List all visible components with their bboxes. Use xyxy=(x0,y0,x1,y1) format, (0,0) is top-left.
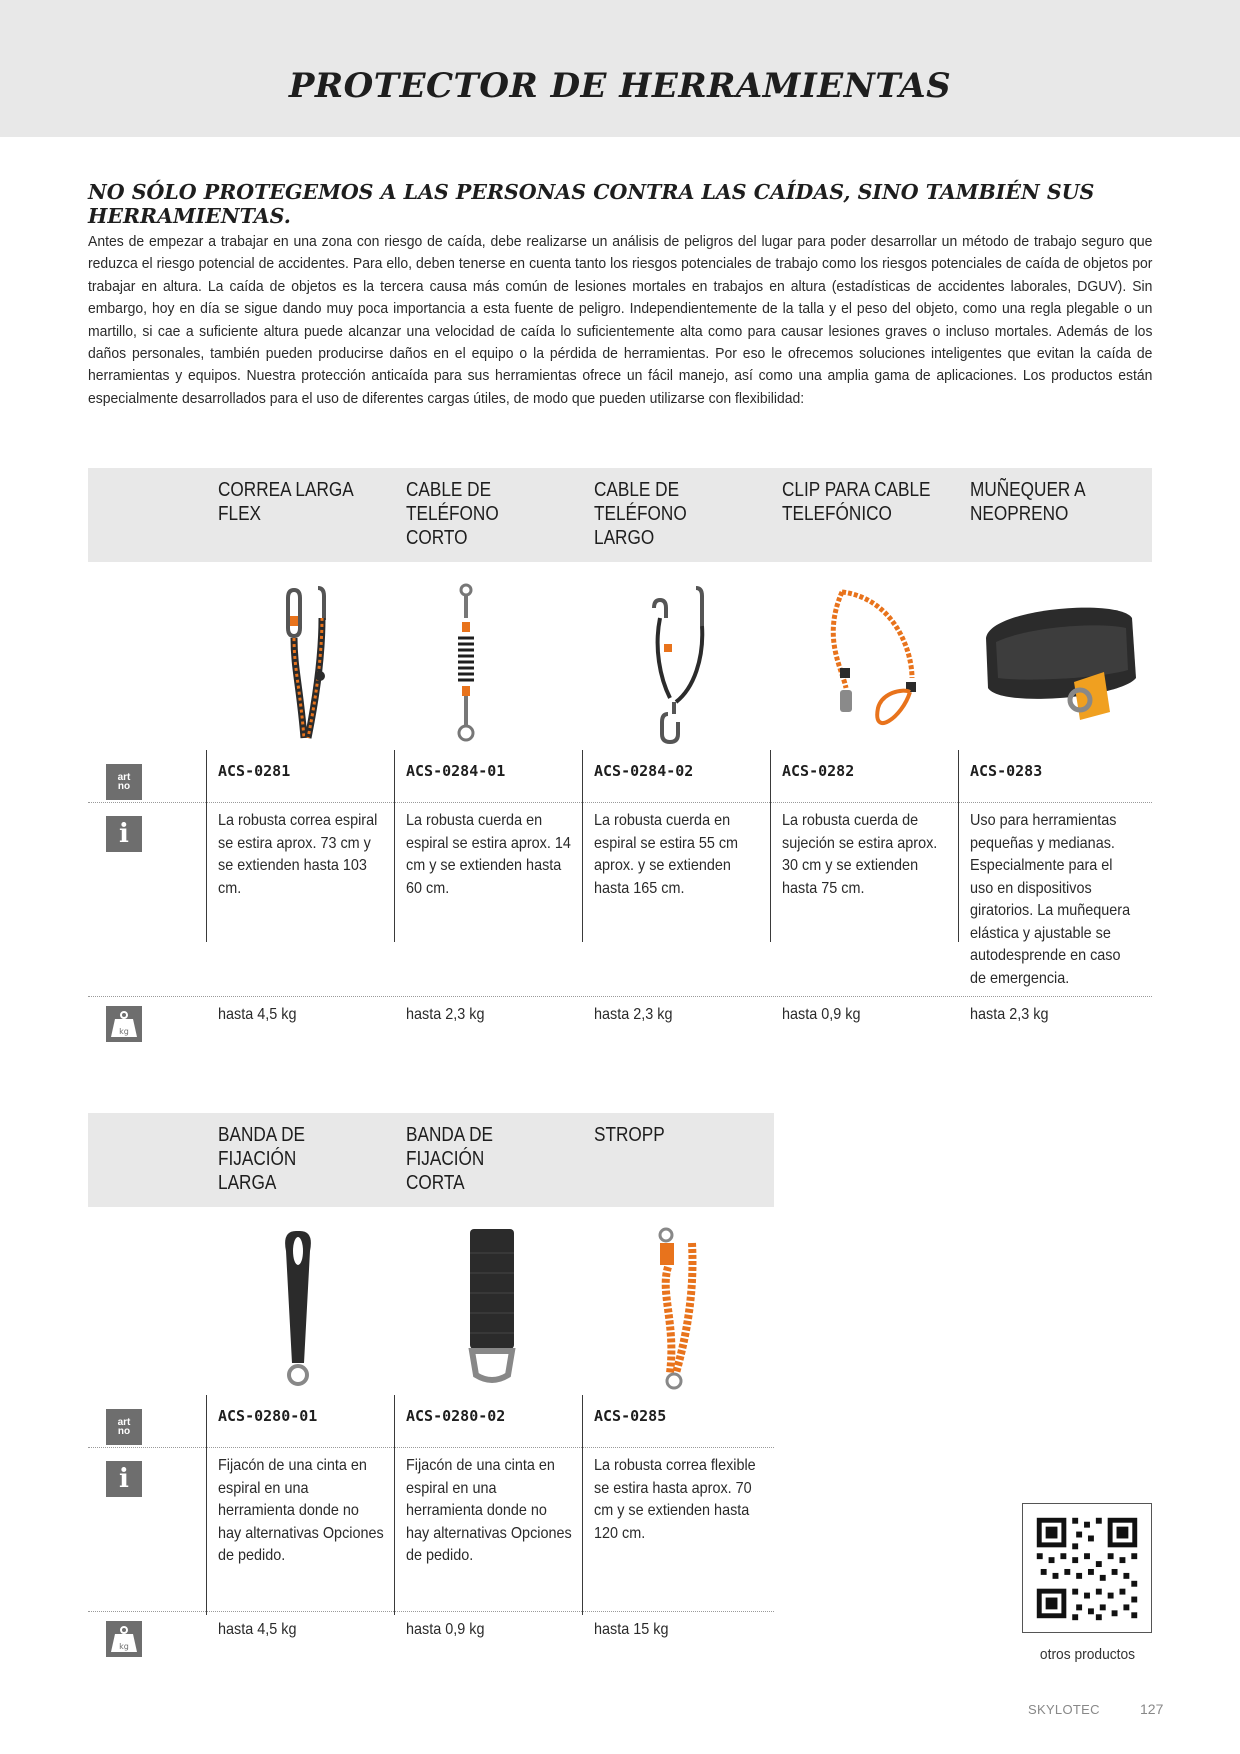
load-capacity: hasta 4,5 kg xyxy=(218,1006,297,1023)
coil-clip-image xyxy=(782,578,962,748)
article-number-icon: art no xyxy=(106,764,142,800)
product-title: CABLE DE TELÉFONO CORTO xyxy=(406,479,499,549)
load-capacity: hasta 0,9 kg xyxy=(406,1621,485,1638)
article-number-icon: art no xyxy=(106,1409,142,1445)
intro-heading: NO SÓLO PROTEGEMOS A LAS PERSONAS CONTRA LAS CAÍDAS, SINO TAMBIÉN SUS HERRAMIENTAS. xyxy=(88,180,1095,228)
page-number: 127 xyxy=(1140,1701,1164,1717)
weight-icon xyxy=(106,1006,142,1042)
product-description: La robusta cuerda en espiral se estira 55 cm aprox. y se extienden hasta 165 cm. xyxy=(594,812,739,897)
long-coil-cable-image xyxy=(594,578,774,748)
product-title: CORREA LARGA FLEX xyxy=(218,479,354,525)
article-number: ACS-0284-02 xyxy=(594,762,694,780)
product-description: La robusta cuerda en espiral se estira aprox. 14 cm y se extienden hasta 60 cm. xyxy=(406,812,571,897)
column-divider xyxy=(582,1395,583,1615)
qr-caption: otros productos xyxy=(1039,1646,1136,1663)
column-divider xyxy=(206,1395,207,1615)
product-description: La robusta correa flexible se estira hasta aprox. 70 cm y se extienden hasta 120 cm. xyxy=(594,1457,756,1542)
coiled-lanyard-image xyxy=(218,578,398,748)
short-coil-cable-image xyxy=(406,578,586,748)
intro-text: Antes de empezar a trabajar en una zona con riesgo de caída, debe realizarse un análisis de peligros del lugar para poder desarrollar un método de trabajo seguro que reduzca el riesgo potencial de accidentes. Para ello, deben tenerse en cuenta tanto los riesgos potenciales de trabajo como los riesgos potenciales de caída de objetos por trabajar en altura. La caída de objetos es la tercera causa más común de lesiones mortales en trabajos en altura (estadísticas de accidentes laborales, DGUV). Sin embargo, hoy en día se sigue dando muy poca importancia a esta fuente de peligro. Independientemente de la talla y el peso del objeto, como una regla plegable o un martillo, si cae a suficiente altura puede alcanzar una velocidad de caída lo suficientemente alta como para causar lesiones graves o incluso mortales. Además de los daños personales, también pueden producirse daños en el equipo o la pérdida de herramientas. Por eso le ofrecemos soluciones inteligentes que evitan la caída de herramientas y equipos. Nuestra protección anticaída para sus herramientas ofrece un fácil manejo, así como una amplia gama de aplicaciones. Los productos están especialmente desarrollados para el uso de diferentes cargas útiles, de modo que pueden utilizarse con flexibilidad: xyxy=(88,233,1153,407)
row-separator xyxy=(88,802,1152,803)
info-icon: i xyxy=(106,816,142,852)
article-number: ACS-0280-02 xyxy=(406,1407,506,1425)
product-description: La robusta cuerda de sujeción se estira aprox. 30 cm y se extienden hasta 75 cm. xyxy=(782,812,938,897)
page-title: PROTECTOR DE HERRAMIENTAS xyxy=(288,66,952,106)
short-attachment-strap-image xyxy=(406,1223,586,1393)
load-capacity: hasta 0,9 kg xyxy=(782,1006,861,1023)
product-description: Fijacón de una cinta en espiral en una herramienta donde no hay alternativas Opciones de pedido. xyxy=(406,1457,572,1564)
product-title: STROPP xyxy=(594,1124,665,1146)
load-capacity: hasta 15 kg xyxy=(594,1621,669,1638)
qr-code[interactable] xyxy=(1022,1503,1152,1633)
neoprene-wristband-image xyxy=(970,578,1150,748)
svg-text:kg: kg xyxy=(119,1642,129,1651)
row-separator xyxy=(88,1447,774,1448)
row-separator xyxy=(88,996,1152,997)
footer-brand: SKYLOTEC xyxy=(1028,1702,1100,1717)
article-number: ACS-0280-01 xyxy=(218,1407,318,1425)
column-divider xyxy=(394,1395,395,1615)
article-number: ACS-0282 xyxy=(782,762,855,780)
product-title: CABLE DE TELÉFONO LARGO xyxy=(594,479,687,549)
article-number: ACS-0284-01 xyxy=(406,762,506,780)
product-title: BANDA DE FIJACIÓN LARGA xyxy=(218,1124,305,1194)
info-icon: i xyxy=(106,1461,142,1497)
article-number: ACS-0285 xyxy=(594,1407,667,1425)
long-attachment-strap-image xyxy=(218,1223,398,1393)
product-description: Uso para herramientas pequeñas y medianas. Especialmente para el uso en dispositivos giratorios. La muñequera elástica y ajustable se autodesprende en caso de emergencia. xyxy=(970,812,1131,987)
product-description: La robusta correa espiral se estira aprox. 73 cm y se extienden hasta 103 cm. xyxy=(218,812,378,897)
row-separator xyxy=(88,1611,774,1612)
weight-icon xyxy=(106,1621,142,1657)
product-title: MUÑEQUER A NEOPRENO xyxy=(970,479,1086,525)
article-number: ACS-0281 xyxy=(218,762,291,780)
flex-stropp-image xyxy=(594,1223,774,1393)
load-capacity: hasta 2,3 kg xyxy=(970,1006,1049,1023)
product-description: Fijacón de una cinta en espiral en una herramienta donde no hay alternativas Opciones de pedido. xyxy=(218,1457,384,1564)
product-title: BANDA DE FIJACIÓN CORTA xyxy=(406,1124,493,1194)
svg-text:kg: kg xyxy=(119,1027,129,1036)
product-title: CLIP PARA CABLE TELEFÓNICO xyxy=(782,479,931,525)
load-capacity: hasta 2,3 kg xyxy=(594,1006,673,1023)
article-number: ACS-0283 xyxy=(970,762,1043,780)
load-capacity: hasta 4,5 kg xyxy=(218,1621,297,1638)
load-capacity: hasta 2,3 kg xyxy=(406,1006,485,1023)
column-divider xyxy=(206,750,207,942)
